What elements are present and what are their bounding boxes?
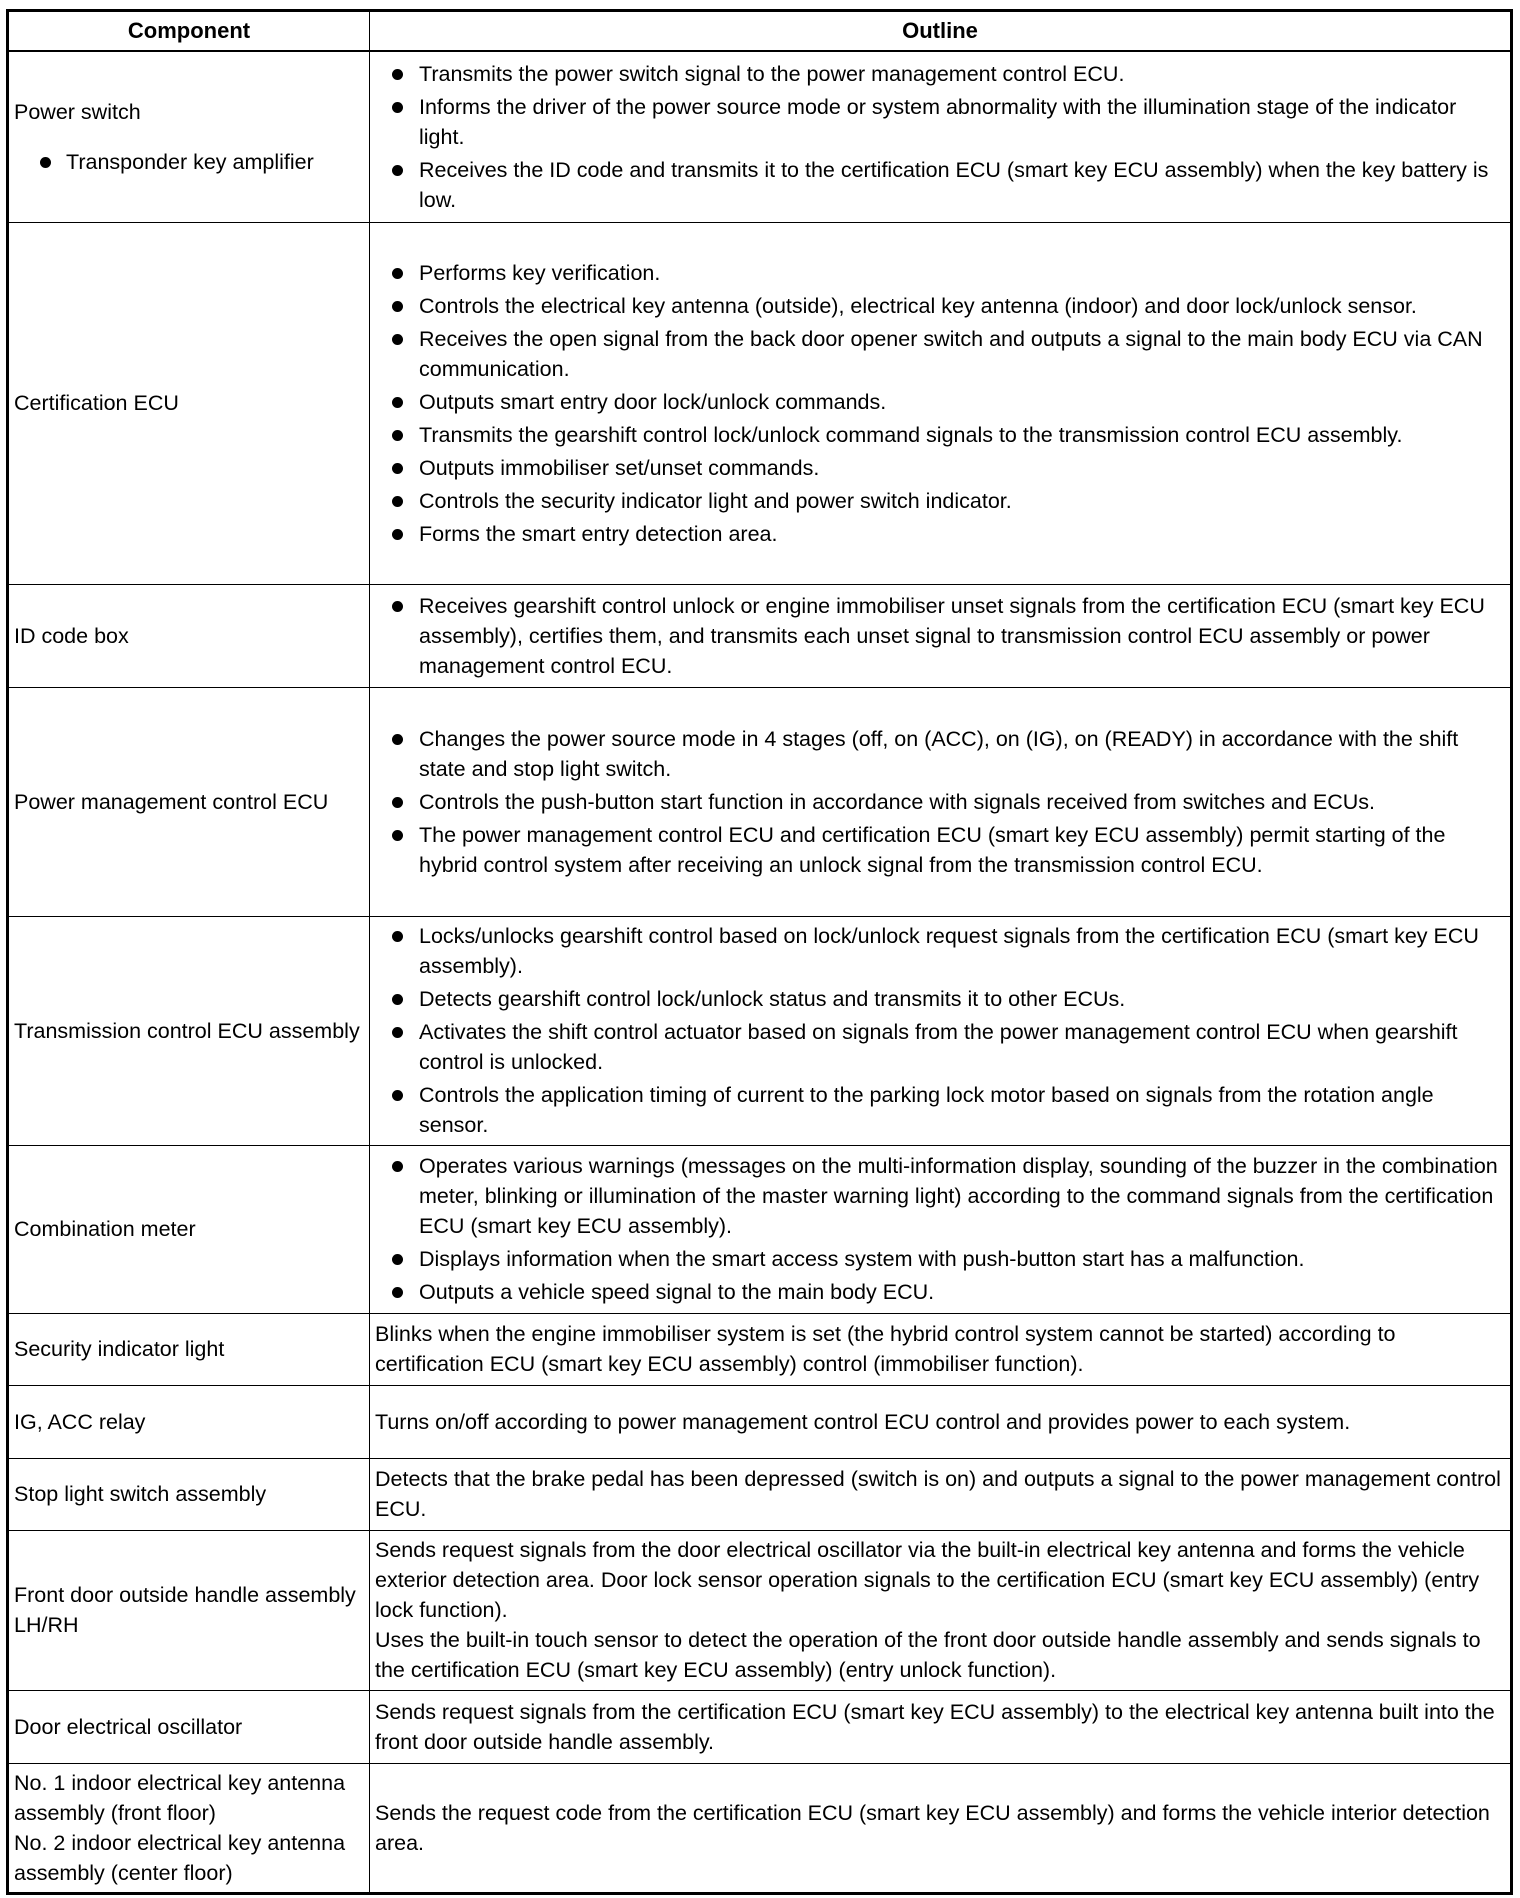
table-row [8,1690,1512,1763]
table-row [8,51,1512,222]
component-cell [8,1313,370,1385]
outline-cell [370,222,1512,584]
outline-text: Detects that the brake pedal has been depressed (switch is on) and outputs a signal to the power management control ECU. [375,1467,1501,1521]
outline-cell [370,1458,1512,1530]
component-outline-table [6,9,1513,1895]
outline-text: Sends the request code from the certification ECU (smart key ECU assembly) and forms the vehicle interior detection area. [375,1800,1490,1855]
component-sub-item-label: Transponder key amplifier [66,149,314,174]
component-cell [8,916,370,1145]
list-item: Locks/unlocks gearshift control based on lock/unlock request signals from the certification ECU (smart key ECU assembly). [375,921,1505,981]
header-component: Component [8,11,370,52]
outline-cell [370,1313,1512,1385]
table-row [8,916,1512,1145]
list-item: Controls the push-button start function in accordance with signals received from switches and ECUs. [375,787,1505,817]
table-row [8,1313,1512,1385]
outline-list [375,591,1505,681]
table-row [8,1385,1512,1458]
component-cell [8,222,370,584]
component-name: Combination meter [14,1217,196,1241]
list-item: Activates the shift control actuator based on signals from the power management control ECU when gearshift control is unlocked. [375,1017,1505,1077]
component-name: Power switch [14,99,141,124]
component-cell [8,584,370,687]
outline-cell [370,584,1512,687]
list-item: The power management control ECU and certification ECU (smart key ECU assembly) permit starting of the hybrid control system after receiving an unlock signal from the transmission control ECU. [375,820,1505,880]
list-item: Operates various warnings (messages on the multi-information display, sounding of the buzzer in the combination meter, blinking or illumination of the master warning light) according to the command signals from the certification ECU (smart key ECU assembly). [375,1151,1505,1241]
component-name: Security indicator light [14,1337,225,1361]
list-item: Controls the application timing of current to the parking lock motor based on signals from the rotation angle sensor. [375,1080,1505,1140]
outline-list [375,724,1505,880]
list-item: Outputs smart entry door lock/unlock commands. [375,387,1505,417]
list-item: Controls the security indicator light and power switch indicator. [375,486,1505,516]
outline-text: Sends request signals from the certification ECU (smart key ECU assembly) to the electrical key antenna built into the front door outside handle assembly. [375,1699,1495,1754]
list-item: Performs key verification. [375,258,1505,288]
header-row [8,11,1512,52]
outline-text: Turns on/off according to power management control ECU control and provides power to each system. [375,1409,1351,1434]
outline-paragraph: Uses the built-in touch sensor to detect the operation of the front door outside handle assembly and sends signals to the certification ECU (smart key ECU assembly) (entry unlock function). [375,1628,1481,1682]
component-cell [8,1458,370,1530]
outline-cell [370,687,1512,916]
list-item: Receives the ID code and transmits it to the certification ECU (smart key ECU assembly) when the key battery is low. [375,155,1505,215]
component-name: IG, ACC relay [14,1409,146,1434]
component-name: Stop light switch assembly [14,1482,267,1506]
list-item: Transmits the power switch signal to the power management control ECU. [375,59,1505,89]
list-item: Detects gearshift control lock/unlock status and transmits it to other ECUs. [375,984,1505,1014]
list-item: Receives the open signal from the back door opener switch and outputs a signal to the main body ECU via CAN communication. [375,324,1505,384]
component-name: ID code box [14,623,129,648]
component-cell [8,1530,370,1690]
list-item: Forms the smart entry detection area. [375,519,1505,549]
component-name-2: No. 2 indoor electrical key antenna assembly (center floor) [14,1830,346,1885]
component-cell [8,1763,370,1893]
header-outline: Outline [370,11,1512,52]
table-row [8,1458,1512,1530]
outline-paragraph: Sends request signals from the door electrical oscillator via the built-in electrical key antenna and forms the vehicle exterior detection area. Door lock sensor operation signals to the certification ECU (smart key ECU assembly) (entry lock function). [375,1538,1480,1622]
list-item: Controls the electrical key antenna (outside), electrical key antenna (indoor) and door lock/unlock sensor. [375,291,1505,321]
list-item: Outputs a vehicle speed signal to the main body ECU. [375,1277,1505,1307]
outline-cell [370,51,1512,222]
component-sub-item [14,147,364,177]
outline-list [375,258,1505,549]
component-name: Front door outside handle assembly LH/RH [14,1583,356,1637]
component-cell [8,1690,370,1763]
table-row [8,1145,1512,1313]
table-row [8,584,1512,687]
list-item: Outputs immobiliser set/unset commands. [375,453,1505,483]
table-row [8,687,1512,916]
component-name: No. 1 indoor electrical key antenna assembly (front floor) [14,1770,346,1825]
outline-list [375,59,1505,215]
outline-cell [370,1385,1512,1458]
table-row [8,1530,1512,1690]
component-name: Transmission control ECU assembly [14,1018,360,1043]
outline-cell [370,1763,1512,1893]
component-cell [8,687,370,916]
component-cell [8,51,370,222]
outline-cell [370,1145,1512,1313]
list-item: Informs the driver of the power source mode or system abnormality with the illumination stage of the indicator light. [375,92,1505,152]
outline-cell [370,1690,1512,1763]
outline-text: Blinks when the engine immobiliser system is set (the hybrid control system cannot be started) according to certification ECU (smart key ECU assembly) control (immobiliser function). [375,1322,1396,1376]
bullet-icon [40,157,51,168]
table-row [8,1763,1512,1893]
list-item: Transmits the gearshift control lock/unlock command signals to the transmission control ECU assembly. [375,420,1505,450]
outline-cell [370,1530,1512,1690]
component-name: Door electrical oscillator [14,1714,243,1739]
outline-cell [370,916,1512,1145]
list-item: Changes the power source mode in 4 stages (off, on (ACC), on (IG), on (READY) in accordance with the shift state and stop light switch. [375,724,1505,784]
table-row [8,222,1512,584]
component-name: Certification ECU [14,391,179,415]
list-item: Receives gearshift control unlock or engine immobiliser unset signals from the certification ECU (smart key ECU assembly), certifies them, and transmits each unset signal to transmission control ECU assembly or power management control ECU. [375,591,1505,681]
component-cell [8,1385,370,1458]
list-item: Displays information when the smart access system with push-button start has a malfunction. [375,1244,1505,1274]
component-cell [8,1145,370,1313]
outline-list [375,1151,1505,1307]
component-name: Power management control ECU [14,789,329,814]
outline-list [375,921,1505,1140]
